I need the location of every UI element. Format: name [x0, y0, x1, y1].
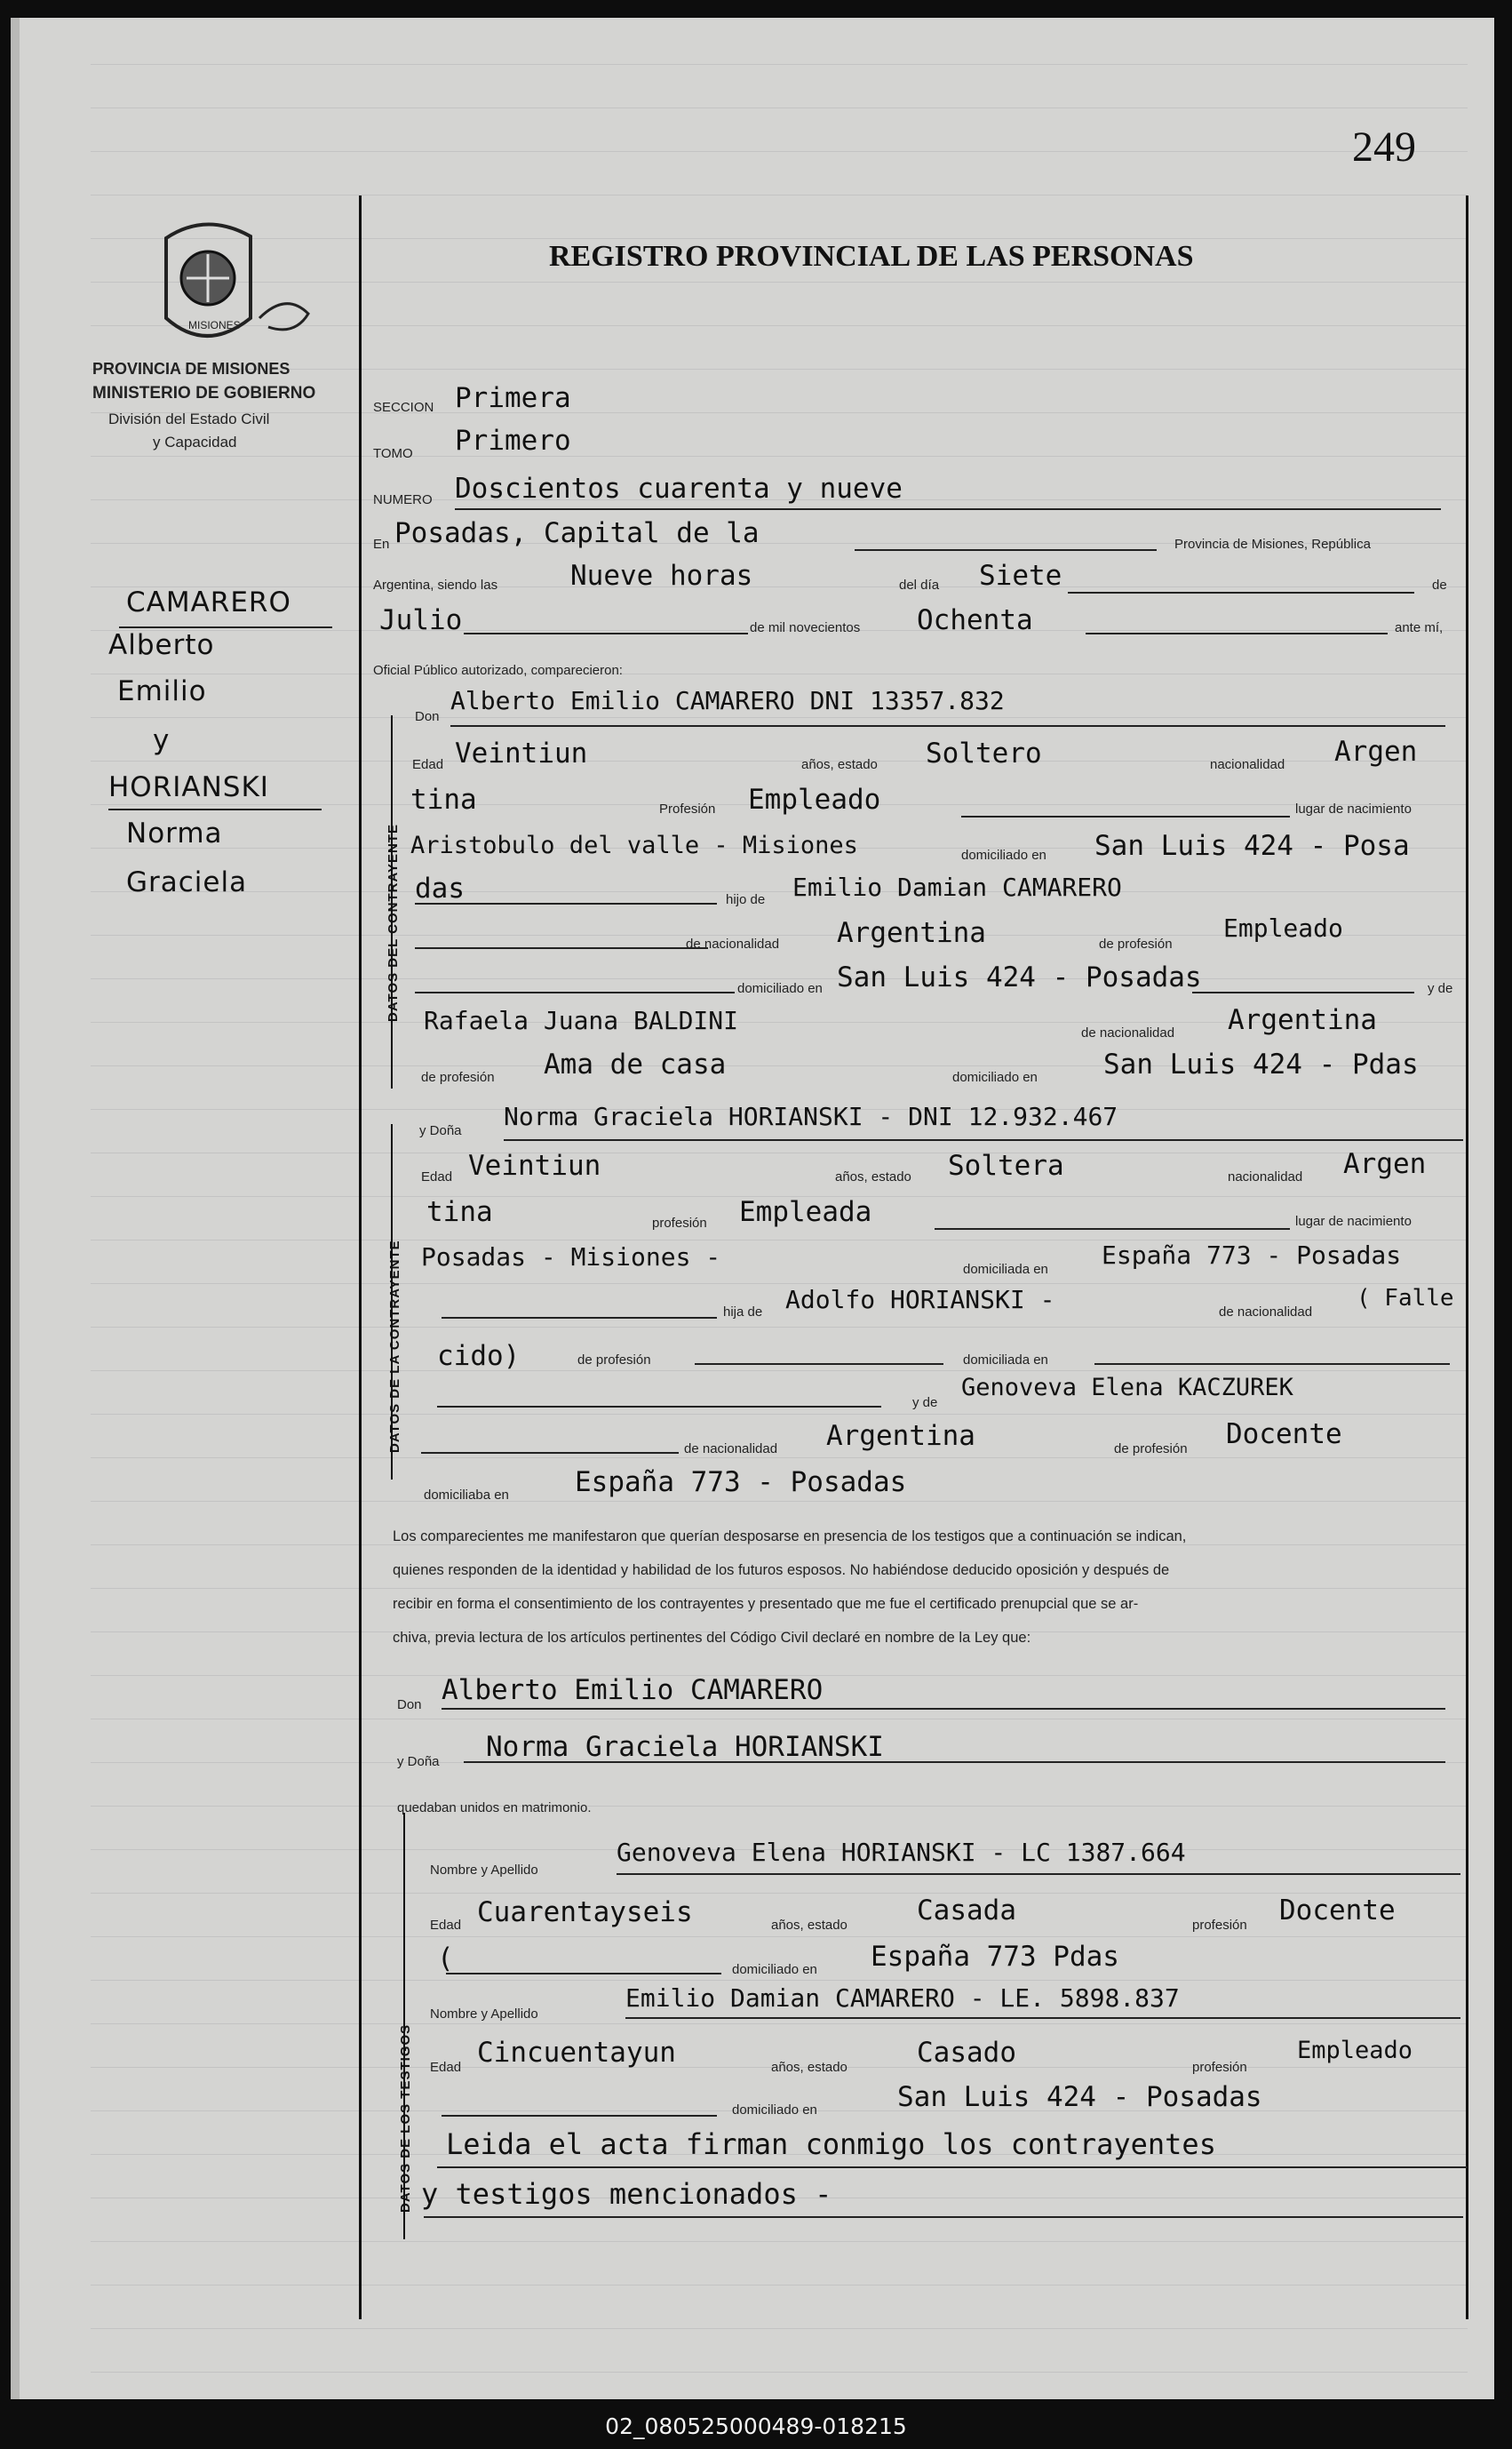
contrayente-padre: Emilio Damian CAMARERO [792, 873, 1122, 902]
numero-value: Doscientos cuarenta y nueve [455, 473, 903, 505]
t2-profesion: Empleado [1297, 2037, 1413, 2064]
margin-note-6: Norma [126, 818, 223, 850]
t1-dom-prefix: ( [437, 1942, 454, 1974]
paper-rule [91, 2241, 1468, 2242]
contrayenta-domicilio: España 773 - Posadas [1102, 1240, 1402, 1270]
fill-line [1086, 633, 1388, 634]
lugar-label: lugar de nacimiento [1295, 1214, 1412, 1229]
contrayenta-edad: Veintiun [468, 1150, 601, 1182]
paper-rule [91, 151, 1468, 152]
contrayenta-padre-nac-2: cido) [437, 1340, 521, 1372]
oficial-label: Oficial Público autorizado, comparecieron: [373, 663, 623, 678]
contrayente-madre-nac: Argentina [1228, 1004, 1377, 1036]
paper-rule [91, 586, 1468, 587]
contrayente-section-label: DATOS DEL CONTRAYENTE [386, 824, 401, 1022]
lugar-label: lugar de nacimiento [1295, 802, 1412, 817]
paper-rule [91, 1283, 1468, 1284]
fill-line [961, 816, 1290, 818]
paper-rule [91, 64, 1468, 65]
domicilio-label: domiciliado en [961, 848, 1046, 863]
paper-rule [91, 1370, 1468, 1371]
dia-label: del día [899, 578, 940, 593]
t2-domicilio-label: domiciliado en [732, 2102, 817, 2118]
hijo-label: hijo de [726, 892, 766, 907]
contrayenta-nacionalidad: Argen [1343, 1148, 1427, 1180]
contrayenta-nacionalidad-2: tina [426, 1196, 493, 1228]
paper-rule [91, 1893, 1468, 1894]
t2-anos-label: años, estado [771, 2060, 848, 2075]
en-value: Posadas, Capital de la [394, 517, 760, 549]
org-line-3: División del Estado Civil [108, 411, 270, 427]
margin-note-3: Emilio [117, 675, 207, 707]
fill-line [442, 1708, 1445, 1710]
contrayente-madre-prof: Ama de casa [544, 1049, 727, 1081]
nacionalidad-label: nacionalidad [1228, 1169, 1303, 1185]
fill-line [617, 1873, 1460, 1875]
paper-rule [91, 1501, 1468, 1502]
paper-rule [91, 1588, 1468, 1589]
t1-edad-label: Edad [430, 1918, 462, 1933]
nacionalidad-label: nacionalidad [1210, 757, 1285, 772]
contrayente-edad: Veintiun [455, 738, 588, 770]
fill-line [935, 1228, 1290, 1230]
fill-line [415, 903, 717, 905]
t1-anos-label: años, estado [771, 1918, 848, 1933]
contrayente-estado: Soltero [926, 738, 1042, 770]
contrayente-padre-nac: Argentina [837, 917, 986, 949]
fill-line [424, 2216, 1463, 2218]
fill-line [421, 1452, 679, 1454]
paper-rule [91, 2328, 1468, 2329]
contrayente-nacionalidad-2: tina [410, 784, 477, 816]
right-rule [1466, 195, 1468, 2319]
contrayente-profesion: Empleado [748, 784, 881, 816]
anio-value: Ochenta [917, 604, 1033, 636]
fill-line [446, 1973, 721, 1974]
fill-line [855, 549, 1157, 551]
contrayente-nacionalidad: Argen [1334, 736, 1418, 768]
madre-dom-label: domiciliado en [952, 1070, 1038, 1085]
seccion-value: Primera [455, 382, 571, 414]
contrayente-lugar: Aristobulo del valle - Misiones [410, 832, 858, 859]
seccion-label: SECCION [373, 400, 434, 415]
profesion-label: Profesión [659, 802, 716, 817]
en-label: En [373, 537, 390, 552]
horas-value: Nueve horas [570, 560, 753, 592]
paper-rule [91, 1806, 1468, 1807]
decl-dona: Norma Graciela HORIANSKI [486, 1731, 884, 1763]
de-prof-label: de profesión [1099, 937, 1173, 952]
edad-label: Edad [421, 1169, 453, 1185]
numero-label: NUMERO [373, 492, 433, 507]
org-line-1: PROVINCIA DE MISIONES [92, 360, 290, 378]
paper-rule [91, 2372, 1468, 2373]
paper-rule [91, 717, 1468, 718]
profesion-label: profesión [652, 1216, 707, 1231]
t1-profesion: Docente [1279, 1895, 1396, 1926]
fill-line [415, 947, 708, 949]
padre-dom-label: domiciliada en [963, 1352, 1048, 1368]
testigos-section-label: DATOS DE LOS TESTIGOS [398, 2023, 413, 2213]
contrayenta-madre-dom: España 773 - Posadas [575, 1466, 907, 1498]
de-label: de [1432, 578, 1447, 593]
decl-don-label: Don [397, 1697, 422, 1712]
seal-icon [153, 211, 330, 363]
t1-profesion-label: profesión [1192, 1918, 1247, 1933]
contrayenta-estado: Soltera [948, 1150, 1064, 1182]
page-number: 249 [1352, 124, 1416, 171]
paper-rule [91, 456, 1468, 457]
image-id-footer: 02_080525000489-018215 [605, 2413, 907, 2439]
paper-rule [91, 1327, 1468, 1328]
fill-line [695, 1363, 943, 1365]
unidos-text: quedaban unidos en matrimonio. [397, 1800, 592, 1815]
page-title: REGISTRO PROVINCIAL DE LAS PERSONAS [549, 240, 1194, 273]
register-page [11, 18, 1494, 2399]
anio-label: de mil novecientos [750, 620, 861, 635]
paper-rule [91, 891, 1468, 892]
declaracion-line-2: quienes responden de la identidad y habilidad de los futuros esposos. No habiéndose deducido oposición y después de [393, 1562, 1170, 1578]
t2-profesion-label: profesión [1192, 2060, 1247, 2075]
margin-underline [119, 626, 332, 628]
fill-line [442, 2115, 717, 2117]
left-rule [359, 195, 362, 2319]
y-de-label: y de [1428, 981, 1453, 996]
org-line-4: y Capacidad [153, 434, 237, 451]
paper-rule [91, 1980, 1468, 1981]
org-line-2: MINISTERIO DE GOBIERNO [92, 384, 316, 403]
paper-rule [91, 1936, 1468, 1937]
t2-domicilio: San Luis 424 - Posadas [897, 2081, 1262, 2113]
contrayenta-section-label: DATOS DE LA CONTRAYENTE [387, 1240, 402, 1453]
declaracion-line-1: Los comparecientes me manifestaron que querían desposarse en presencia de los testigos que a continuación se indican, [393, 1528, 1187, 1544]
contrayenta-lugar: Posadas - Misiones - [421, 1242, 721, 1272]
margin-underline [108, 809, 322, 810]
contrayente-padre-prof: Empleado [1223, 913, 1343, 943]
mes-value: Julio [379, 604, 463, 636]
madre-nac-label: de nacionalidad [684, 1441, 778, 1456]
t2-nombre-label: Nombre y Apellido [430, 2006, 538, 2022]
contrayenta-nombre: Norma Graciela HORIANSKI - DNI 12.932.467 [504, 1102, 1118, 1131]
t1-edad: Cuarentayseis [477, 1896, 693, 1928]
margin-note-4: y [153, 724, 171, 756]
edad-label: Edad [412, 757, 444, 772]
paper-rule [91, 2023, 1468, 2024]
madre-prof-label: de profesión [421, 1070, 495, 1085]
fill-line [415, 992, 735, 993]
paper-rule [91, 978, 1468, 979]
fill-line [442, 1317, 717, 1319]
de-nac-label: de nacionalidad [1219, 1304, 1313, 1320]
paper-rule [91, 1457, 1468, 1458]
de-prof-label: de profesión [577, 1352, 651, 1368]
contrayente-domicilio: San Luis 424 - Posa [1094, 830, 1410, 862]
t1-nombre: Genoveva Elena HORIANSKI - LC 1387.664 [617, 1838, 1186, 1867]
dia-value: Siete [979, 560, 1062, 592]
anos-label: años, estado [801, 757, 878, 772]
contrayente-madre-dom: San Luis 424 - Pdas [1103, 1049, 1419, 1081]
fill-line [625, 2017, 1460, 2019]
contrayente-padre-dom: San Luis 424 - Posadas [837, 961, 1202, 993]
ante-label: ante mí, [1395, 620, 1444, 635]
padre-dom-label: domiciliado en [737, 981, 823, 996]
fill-line [464, 1761, 1445, 1763]
cierre-line-1: Leida el acta firman conmigo los contrayentes [446, 2127, 1216, 2161]
margin-note-5: HORIANSKI [108, 771, 269, 803]
contrayente-nombre: Alberto Emilio CAMARERO DNI 13357.832 [450, 686, 1005, 715]
fill-line [464, 633, 748, 634]
t1-domicilio: España 773 Pdas [871, 1941, 1119, 1973]
de-nac-label: de nacionalidad [686, 937, 780, 952]
contrayente-madre: Rafaela Juana BALDINI [424, 1006, 739, 1035]
cierre-line-2: y testigos mencionados - [421, 2177, 832, 2211]
hija-label: hija de [723, 1304, 763, 1320]
declaracion-line-3: recibir en forma el consentimiento de los contrayentes y presentado que me fue el certificado prenupcial que se ar- [393, 1596, 1139, 1612]
madre-nac-label: de nacionalidad [1081, 1025, 1175, 1041]
t2-nombre: Emilio Damian CAMARERO - LE. 5898.837 [625, 1983, 1180, 2013]
tomo-label: TOMO [373, 446, 413, 461]
t2-edad: Cincuentayun [477, 2037, 676, 2069]
contrayente-domicilio-2: das [415, 873, 465, 905]
fill-line [504, 1139, 1463, 1141]
margin-note-7: Graciela [126, 866, 248, 898]
contrayenta-madre: Genoveva Elena KACZUREK [961, 1374, 1293, 1401]
t1-nombre-label: Nombre y Apellido [430, 1863, 538, 1878]
paper-rule [91, 1414, 1468, 1415]
fill-line [1094, 1363, 1450, 1365]
contrayenta-madre-nac: Argentina [826, 1420, 975, 1452]
fill-line [1068, 592, 1414, 594]
t1-domicilio-label: domiciliado en [732, 1962, 817, 1977]
dona-label: y Doña [419, 1123, 462, 1138]
argentina-label: Argentina, siendo las [373, 578, 498, 593]
decl-don: Alberto Emilio CAMARERO [442, 1674, 824, 1706]
seal-text: MISIONES [188, 319, 241, 331]
provincia-label: Provincia de Misiones, República [1174, 537, 1371, 552]
fill-line [455, 508, 1441, 510]
don-label: Don [415, 709, 440, 724]
fill-line [450, 725, 1445, 727]
y-de-label: y de [912, 1395, 938, 1410]
fill-line [437, 2166, 1468, 2168]
declaracion-line-4: chiva, previa lectura de los artículos pertinentes del Código Civil declaré en nombre de la Ley que: [393, 1630, 1031, 1646]
t2-estado: Casado [917, 2037, 1016, 2069]
anos-label: años, estado [835, 1169, 911, 1185]
contrayenta-madre-prof: Docente [1226, 1418, 1342, 1450]
madre-dom-label: domiciliaba en [424, 1488, 509, 1503]
fill-line [1192, 992, 1414, 993]
tomo-value: Primero [455, 425, 571, 457]
domicilio-label: domiciliada en [963, 1262, 1048, 1277]
contrayenta-profesion: Empleada [739, 1196, 872, 1228]
paper-rule [91, 369, 1468, 370]
margin-note-2: Alberto [108, 629, 215, 661]
contrayenta-padre: Adolfo HORIANSKI - [785, 1285, 1055, 1314]
t2-edad-label: Edad [430, 2060, 462, 2075]
fill-line [437, 1406, 881, 1408]
t1-estado: Casada [917, 1895, 1016, 1926]
contrayenta-padre-nac: ( Falle [1357, 1285, 1454, 1312]
decl-dona-label: y Doña [397, 1754, 440, 1769]
madre-prof-label: de profesión [1114, 1441, 1188, 1456]
margin-note-1: CAMARERO [126, 586, 291, 618]
paper-rule [91, 412, 1468, 413]
